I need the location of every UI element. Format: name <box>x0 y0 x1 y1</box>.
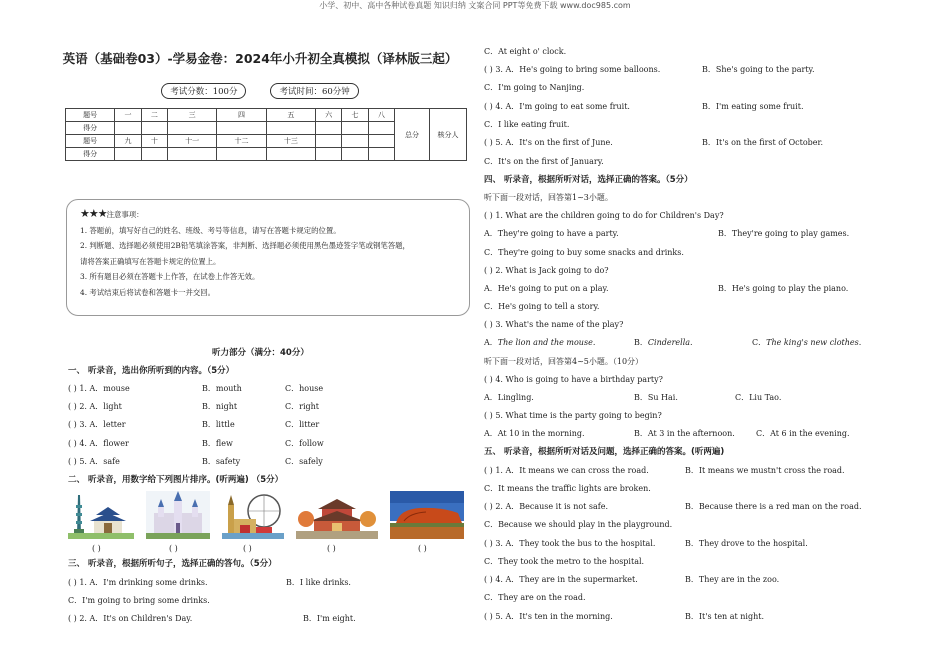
s3-q3-b: B．She's going to the party. <box>702 65 815 74</box>
s4-q5: ( ) 5. What time is the party going to begin? <box>484 411 662 420</box>
score-field[interactable] <box>141 122 167 135</box>
cell: 四 <box>217 109 266 122</box>
s3-q5-b: B．It's on the first of October. <box>702 138 824 147</box>
notice-box <box>66 199 470 316</box>
score-field[interactable] <box>217 122 266 135</box>
s5-q2-b: B．Because there is a red man on the road. <box>685 502 862 511</box>
s4-q4: ( ) 4. Who is going to have a birthday party? <box>484 375 663 384</box>
score-field[interactable] <box>266 148 315 161</box>
section-4-title: 四、 听录音，根据所听对话，选择正确的答案。（5分） <box>484 175 693 185</box>
london-eye-picture <box>222 491 284 539</box>
s1-q2-b: B．night <box>202 402 238 411</box>
score-field[interactable] <box>141 148 167 161</box>
s1-q2: ( ) 2. A．light <box>68 402 122 411</box>
notice-item: 2. 判断题、选择题必须使用2B铅笔填涂答案，非判断、选择题必须使用黑色墨迹签字笔或钢笔答题， <box>80 241 410 250</box>
score-field[interactable] <box>217 148 266 161</box>
s5-q1-a: ( ) 1. A．It means we can cross the road. <box>484 466 649 475</box>
s3-q4-a: ( ) 4. A．I'm going to eat some fruit. <box>484 102 630 111</box>
score-field[interactable] <box>316 122 342 135</box>
cell <box>368 148 394 161</box>
cell: 六 <box>316 109 342 122</box>
s5-q5-b: B．It's ten at night. <box>685 612 765 621</box>
cell: 十一 <box>167 135 216 148</box>
s1-q4-b: B．flew <box>202 439 233 448</box>
s3-q1-c: C．I'm going to bring some drinks. <box>68 596 210 605</box>
s1-q3: ( ) 3. A．letter <box>68 420 126 429</box>
score-field[interactable] <box>115 148 141 161</box>
cell <box>342 148 368 161</box>
s1-q3-c: C．litter <box>285 420 320 429</box>
s1-q5: ( ) 5. A．safe <box>68 457 120 466</box>
s4-q2-a: A．He's going to put on a play. <box>484 284 609 293</box>
score-field[interactable] <box>167 148 216 161</box>
cell: 得分 <box>66 122 115 135</box>
cell: 十 <box>141 135 167 148</box>
cell <box>316 135 342 148</box>
taipei-101-picture <box>68 491 134 539</box>
s3-q4-b: B．I'm eating some fruit. <box>702 102 804 111</box>
exam-title: 英语（基础卷03）-学易金卷：2024年小升初全真模拟（译林版三起） <box>62 51 458 66</box>
cell: 七 <box>342 109 368 122</box>
s5-q2-a: ( ) 2. A．Because it is not safe. <box>484 502 609 511</box>
cell <box>368 135 394 148</box>
s3-q3-c: C．I'm going to Nanjing. <box>484 83 585 92</box>
s3-q4-c: C．I like eating fruit. <box>484 120 570 129</box>
picture-4-blank[interactable]: ( ) <box>327 544 336 553</box>
score-field[interactable] <box>266 122 315 135</box>
page-header: 小学、初中、高中各种试卷真题 知识归纳 文案合同 PPT等免费下载 www.doc985.com <box>319 1 631 10</box>
s4-q5-a: A．At 10 in the morning. <box>484 429 585 438</box>
s1-q1: ( ) 1. A．mouse <box>68 384 130 393</box>
cell: 得分 <box>66 148 115 161</box>
s5-q1-b: B．It means we mustn't cross the road. <box>685 466 845 475</box>
score-table <box>65 108 467 161</box>
s3-q1-a: ( ) 1. A．I'm drinking some drinks. <box>68 578 208 587</box>
section-1-title: 一、 听录音，选出你所听到的内容。（5分） <box>68 366 235 376</box>
s4-q1: ( ) 1. What are the children going to do for Children's Day? <box>484 211 724 220</box>
cell <box>316 148 342 161</box>
temple-picture <box>296 491 378 539</box>
s5-q3-c: C．They took the metro to the hospital. <box>484 557 645 566</box>
cell <box>342 135 368 148</box>
notice-item: 1. 答题前，填写好自己的姓名、班级、考号等信息，请写在答题卡规定的位置。 <box>80 225 341 235</box>
s3-q2-b: B．I'm eight. <box>303 614 356 623</box>
picture-1-blank[interactable]: ( ) <box>92 544 101 553</box>
s4-intro-2: 听下面一段对话，回答第4~5小题。（10分） <box>484 357 644 366</box>
s4-q1-a: A．They're going to have a party. <box>484 229 619 238</box>
notice-item: 3. 所有题目必须在答题卡上作答，在试卷上作答无效。 <box>80 272 260 281</box>
exam-info <box>40 83 480 99</box>
cell: 题号 <box>66 109 115 122</box>
cell: 三 <box>167 109 216 122</box>
notice-item: 请将答案正确填写在答题卡规定的位置上。 <box>80 256 221 266</box>
s3-q3-a: ( ) 3. A．He's going to bring some balloons. <box>484 65 661 74</box>
s4-q5-c: C．At 6 in the evening. <box>756 429 850 438</box>
section-3-title: 三、 听录音，根据所听句子，选择正确的答句。（5分） <box>68 559 277 569</box>
s4-q3-a: A．The lion and the mouse. <box>484 338 596 347</box>
cell: 八 <box>368 109 394 122</box>
star-icon: ★★★ <box>80 207 107 220</box>
s3-q2-a: ( ) 2. A．It's on Children's Day. <box>68 614 193 623</box>
s1-q5-c: C．safely <box>285 457 323 466</box>
s1-q1-c: C．house <box>285 384 324 393</box>
s1-q1-b: B．mouth <box>202 384 242 393</box>
exam-time: 考试时间：60分钟 <box>270 83 358 99</box>
s1-q4-c: C．follow <box>285 439 324 448</box>
s4-q5-b: B．At 3 in the afternoon. <box>634 429 735 438</box>
s1-q2-c: C．right <box>285 402 319 411</box>
listening-title: 听力部分（满分：40分） <box>212 348 309 358</box>
s4-q2-b: B．He's going to play the piano. <box>718 284 849 293</box>
s4-q3-b: B．Cinderella. <box>634 338 693 347</box>
score-field[interactable] <box>167 122 216 135</box>
s4-q4-a: A．Lingling. <box>484 393 534 402</box>
s4-q2: ( ) 2. What is Jack going to do? <box>484 266 609 275</box>
s3-q5-c: C．It's on the first of January. <box>484 157 604 166</box>
s5-q5-a: ( ) 5. A．It's ten in the morning. <box>484 612 613 621</box>
s4-intro-1: 听下面一段对话，回答第1~3小题。 <box>484 193 613 202</box>
uluru-picture <box>390 491 464 539</box>
section-5-title: 五、 听录音，根据所听对话及问题，选择正确的答案。(听两遍) <box>484 447 725 457</box>
s5-q1-c: C．It means the traffic lights are broken. <box>484 484 651 493</box>
s3-q2-c: C．At eight o' clock. <box>484 47 567 56</box>
section-2-title: 二、 听录音，用数字给下列图片排序。(听两遍) （5分） <box>68 475 284 485</box>
notice-heading: 注意事项： <box>106 210 144 219</box>
exam-score: 考试分数：100分 <box>161 83 246 99</box>
s1-q5-b: B．safety <box>202 457 241 466</box>
picture-5-blank[interactable]: ( ) <box>418 544 427 553</box>
cell: 十二 <box>217 135 266 148</box>
cell: 一 <box>115 109 141 122</box>
s5-q3-a: ( ) 3. A．They took the bus to the hospital. <box>484 539 656 548</box>
s4-q1-c: C．They're going to buy some snacks and drinks. <box>484 248 684 257</box>
s4-q3: ( ) 3. What's the name of the play? <box>484 320 624 329</box>
cell: 题号 <box>66 135 115 148</box>
picture-2-blank[interactable]: ( ) <box>169 544 178 553</box>
s4-q4-c: C．Liu Tao. <box>735 393 782 402</box>
s1-q3-b: B．little <box>202 420 235 429</box>
score-field[interactable] <box>368 122 394 135</box>
score-field[interactable] <box>342 122 368 135</box>
cell: 五 <box>266 109 315 122</box>
total-cell: 总分 <box>395 109 430 161</box>
s4-q2-c: C．He's going to tell a story. <box>484 302 600 311</box>
s5-q2-c: C．Because we should play in the playground. <box>484 520 673 529</box>
cell: 二 <box>141 109 167 122</box>
checker-cell: 核分人 <box>430 109 467 161</box>
picture-3-blank[interactable]: ( ) <box>243 544 252 553</box>
cell: 九 <box>115 135 141 148</box>
s5-q4-a: ( ) 4. A．They are in the supermarket. <box>484 575 638 584</box>
s5-q4-c: C．They are on the road. <box>484 593 586 602</box>
disney-castle-picture <box>146 491 210 539</box>
s3-q1-b: B．I like drinks. <box>286 578 351 587</box>
s5-q4-b: B．They are in the zoo. <box>685 575 780 584</box>
s5-q3-b: B．They drove to the hospital. <box>685 539 808 548</box>
s1-q4: ( ) 4. A．flower <box>68 439 129 448</box>
cell: 十三 <box>266 135 315 148</box>
s4-q1-b: B．They're going to play games. <box>718 229 850 238</box>
score-field[interactable] <box>115 122 141 135</box>
s4-q4-b: B．Su Hai. <box>634 393 678 402</box>
s4-q3-c: C．The king's new clothes. <box>752 338 862 347</box>
s3-q5-a: ( ) 5. A．It's on the first of June. <box>484 138 613 147</box>
notice-item: 4. 考试结束后将试卷和答题卡一并交回。 <box>80 287 216 297</box>
